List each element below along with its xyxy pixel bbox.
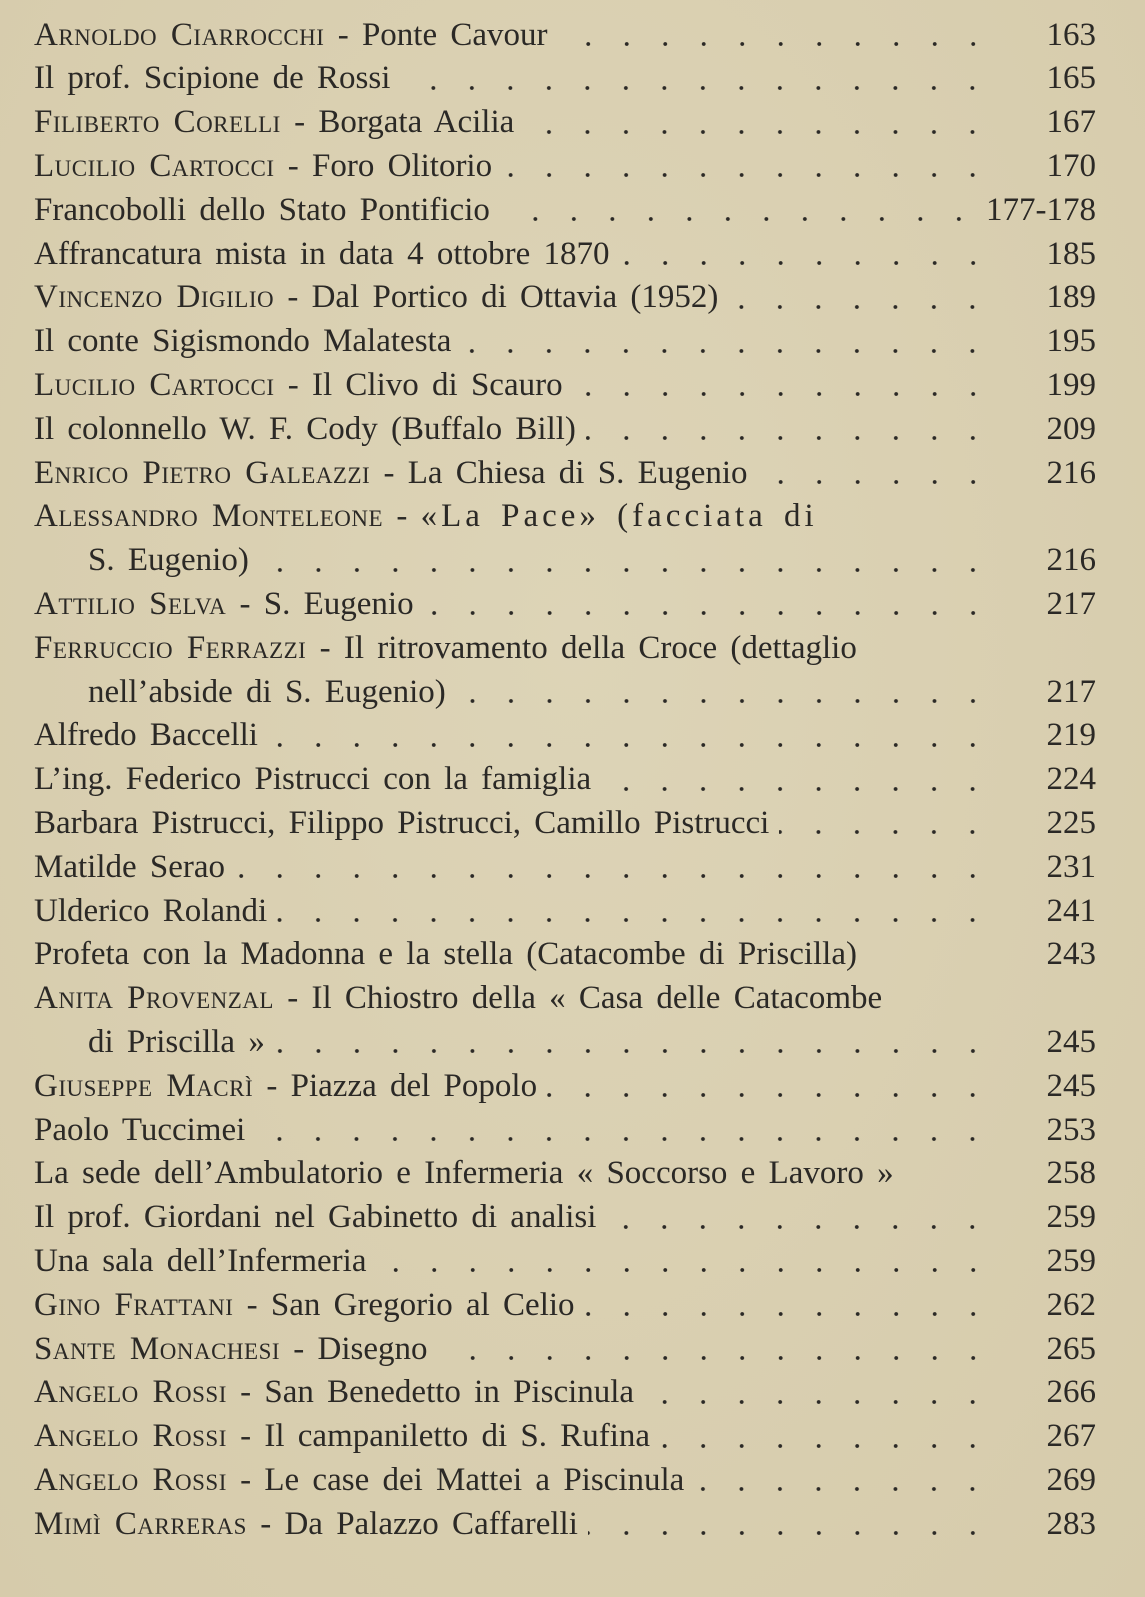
author-separator: - (280, 104, 319, 141)
dot-leader (461, 320, 992, 364)
author-separator: - (383, 498, 421, 535)
entry-text (34, 1155, 894, 1192)
entry-author: Alessandro Monteleone (34, 498, 384, 535)
index-entry (34, 1283, 1096, 1327)
dot-leader (235, 845, 992, 889)
entry-title-continuation: di Priscilla » (88, 1023, 265, 1060)
entry-author: Enrico Pietro Galeazzi (34, 454, 371, 491)
index-entry (34, 451, 1096, 495)
dot-leader (400, 57, 992, 101)
author-separator: - (226, 585, 264, 622)
page-number: 185 (1046, 235, 1096, 272)
page-number: 219 (1046, 717, 1096, 754)
dot-leader (660, 1415, 992, 1459)
entry-title: Il prof. Giordani nel Gabinetto di analisi (34, 1199, 597, 1236)
index-entry (34, 1152, 1096, 1196)
index-entry-continuation (34, 1020, 1096, 1064)
entry-text (34, 498, 818, 535)
entry-author: Vincenzo Digilio (34, 279, 275, 316)
index-entry (34, 495, 1096, 539)
entry-author: Filiberto Corelli (34, 104, 281, 141)
entry-text (34, 717, 258, 754)
index-entry (34, 1108, 1096, 1152)
entry-title: La sede dell’Ambulatorio e Infermeria « Soccorso e Lavoro » (34, 1155, 894, 1192)
entry-title: Paolo Tuccimei (34, 1111, 246, 1148)
entry-title: Le case dei Mattei a Piscinula (264, 1461, 685, 1498)
entry-title: Il prof. Scipione de Rossi (34, 60, 391, 97)
index-entry (34, 977, 1096, 1021)
index-entry-continuation (34, 670, 1096, 714)
page-number: 267 (1046, 1418, 1096, 1455)
entry-author: Lucilio Cartocci (34, 366, 275, 403)
page-number: 259 (1046, 1242, 1096, 1279)
index-entry (34, 232, 1096, 276)
index-entry (34, 714, 1096, 758)
page-number: 216 (1046, 542, 1096, 579)
entry-text (34, 455, 748, 492)
entry-title: Disegno (317, 1330, 428, 1367)
page-number: 189 (1046, 279, 1096, 316)
entry-text (34, 279, 718, 316)
entry-text (34, 586, 414, 623)
author-separator: - (273, 980, 312, 1017)
entry-title-continuation: S. Eugenio) (88, 542, 249, 579)
entry-title: Matilde Serao (34, 848, 226, 885)
dot-leader (502, 144, 992, 188)
entry-text (34, 630, 857, 667)
dot-leader (588, 1502, 992, 1546)
author-separator: - (324, 16, 362, 53)
entry-title: Affrancatura mista in data 4 ottobre 1870 (34, 235, 610, 272)
entry-title: Il campaniletto di S. Rufina (264, 1418, 651, 1455)
author-separator: - (274, 366, 313, 403)
page-number: 253 (1046, 1111, 1096, 1148)
dot-leader (601, 758, 992, 802)
entry-title: Foro Olitorio (312, 147, 493, 184)
entry-title: Piazza del Popolo (290, 1067, 538, 1104)
dot-leader (694, 1458, 992, 1502)
page-number: 283 (1046, 1505, 1096, 1542)
page-number: 241 (1046, 892, 1096, 929)
index-entry (34, 1239, 1096, 1283)
entry-title: Da Palazzo Caffarelli (284, 1505, 578, 1542)
entry-author: Sante Monachesi (34, 1330, 281, 1367)
dot-leader (438, 1327, 992, 1371)
entry-author: Angelo Rossi (34, 1374, 227, 1411)
index-entry-continuation (34, 539, 1096, 583)
entry-title: Dal Portico di Ottavia (1952) (311, 279, 719, 316)
dot-leader (268, 714, 992, 758)
entry-text (34, 367, 563, 404)
entry-title: Francobolli dello Stato Pontificio (34, 191, 490, 228)
entry-title-continuation: nell’abside di S. Eugenio) (88, 673, 446, 710)
page-number: 165 (1046, 60, 1096, 97)
author-separator: - (306, 629, 344, 666)
page-number: 199 (1046, 366, 1096, 403)
page-number: 177-178 (986, 191, 1096, 228)
page-number: 217 (1046, 585, 1096, 622)
dot-leader (259, 539, 992, 583)
dot-leader (255, 1108, 992, 1152)
page-number: 231 (1046, 848, 1096, 885)
index-entry (34, 889, 1096, 933)
entry-text (34, 1243, 367, 1280)
page-number: 245 (1046, 1023, 1096, 1060)
index-entry (34, 188, 1096, 232)
index-entry (34, 582, 1096, 626)
index-entry (34, 626, 1096, 670)
index-entry (34, 1064, 1096, 1108)
page-number: 224 (1046, 761, 1096, 798)
index-entry (34, 13, 1096, 57)
entry-author: Lucilio Cartocci (34, 147, 275, 184)
entry-text (34, 893, 267, 930)
entry-author: Anita Provenzal (34, 980, 274, 1017)
dot-leader (644, 1371, 992, 1415)
page-number: 245 (1046, 1067, 1096, 1104)
entry-title: Profeta con la Madonna e la stella (Catacombe di Priscilla) (34, 936, 857, 973)
page-number: 216 (1046, 454, 1096, 491)
entry-title: Borgata Acilia (318, 104, 515, 141)
entry-text (34, 1374, 634, 1411)
index-entry (34, 845, 1096, 889)
entry-text (34, 1462, 684, 1499)
entry-title: Il conte Sigismondo Malatesta (34, 323, 452, 360)
entry-title: Il Chiostro della « Casa delle Catacombe (311, 980, 883, 1017)
dot-leader (547, 1064, 992, 1108)
entry-author: Angelo Rossi (34, 1418, 227, 1455)
index-entry (34, 1502, 1096, 1546)
entry-text (34, 1287, 575, 1324)
index-entry (34, 1415, 1096, 1459)
entry-text (34, 805, 769, 842)
dot-leader (585, 1283, 992, 1327)
entry-title: S. Eugenio (263, 585, 414, 622)
page-number: 265 (1046, 1330, 1096, 1367)
dot-leader (586, 407, 992, 451)
author-separator: - (233, 1286, 271, 1323)
entry-author: Attilio Selva (34, 585, 227, 622)
entry-title: L’ing. Federico Pistrucci con la famiglia (34, 761, 592, 798)
entry-text (34, 148, 492, 185)
entry-title: San Gregorio al Celio (270, 1286, 575, 1323)
entry-title: «La Pace» (facciata di (420, 498, 818, 535)
page-number: 167 (1046, 104, 1096, 141)
entry-title: Alfredo Baccelli (34, 717, 258, 754)
index-entry (34, 363, 1096, 407)
author-separator: - (370, 454, 408, 491)
entry-text (34, 761, 591, 798)
entry-text (34, 1199, 596, 1236)
dot-leader (456, 670, 992, 714)
page-number: 269 (1046, 1461, 1096, 1498)
entry-title: Il Clivo di Scauro (312, 366, 563, 403)
dot-leader (377, 1239, 993, 1283)
entry-title: Ulderico Rolandi (34, 892, 268, 929)
entry-title: Ponte Cavour (361, 16, 548, 53)
index-entry (34, 758, 1096, 802)
page-number: 262 (1046, 1286, 1096, 1323)
dot-leader (606, 1196, 992, 1240)
dot-leader (573, 363, 992, 407)
author-separator: - (274, 279, 312, 316)
author-separator: - (226, 1418, 265, 1455)
author-separator: - (246, 1505, 285, 1542)
entry-author: Arnoldo Ciarrocchi (34, 16, 325, 53)
entry-text (34, 936, 857, 973)
author-separator: - (280, 1330, 318, 1367)
index-entry (34, 1458, 1096, 1502)
dot-leader (558, 13, 992, 57)
dot-leader (275, 1020, 992, 1064)
entry-text (34, 104, 514, 141)
author-separator: - (253, 1067, 291, 1104)
dot-leader (620, 232, 992, 276)
index-entry (34, 57, 1096, 101)
dot-leader (424, 582, 992, 626)
page-number: 258 (1046, 1155, 1096, 1192)
index-entry (34, 933, 1096, 977)
entry-text (34, 1112, 245, 1149)
index-entry (34, 801, 1096, 845)
entry-author: Ferruccio Ferrazzi (34, 629, 307, 666)
index-entry (34, 407, 1096, 451)
page-number: 163 (1046, 16, 1096, 53)
entry-title: Barbara Pistrucci, Filippo Pistrucci, Camillo Pistrucci (34, 804, 770, 841)
index-entry (34, 1371, 1096, 1415)
entry-title: La Chiesa di S. Eugenio (407, 454, 748, 491)
dot-leader (524, 101, 992, 145)
entry-text (34, 1331, 428, 1368)
dot-leader (779, 801, 992, 845)
page-number: 259 (1046, 1199, 1096, 1236)
dot-leader (277, 889, 992, 933)
entry-author: Giuseppe Macrì (34, 1067, 254, 1104)
entry-author: Angelo Rossi (34, 1461, 227, 1498)
page-number: 266 (1046, 1374, 1096, 1411)
index-entry (34, 101, 1096, 145)
entry-text (34, 192, 490, 229)
entry-title: Una sala dell’Infermeria (34, 1242, 367, 1279)
entry-text (34, 323, 451, 360)
entry-author: Gino Frattani (34, 1286, 234, 1323)
entry-text (34, 236, 610, 273)
page-number: 195 (1046, 323, 1096, 360)
author-separator: - (274, 147, 313, 184)
dot-leader (500, 188, 978, 232)
author-separator: - (226, 1374, 265, 1411)
entry-text (34, 60, 390, 97)
page-number: 209 (1046, 410, 1096, 447)
entry-text (34, 17, 548, 54)
entry-title: San Benedetto in Piscinula (264, 1374, 635, 1411)
dot-leader (758, 451, 992, 495)
index-entry (34, 276, 1096, 320)
index-entry (34, 1327, 1096, 1371)
dot-leader (728, 276, 992, 320)
index-entry (34, 320, 1096, 364)
page-number: 225 (1046, 804, 1096, 841)
entry-title: Il ritrovamento della Croce (dettaglio (343, 629, 857, 666)
entry-text (34, 1068, 537, 1105)
entry-author: Mimì Carreras (34, 1505, 247, 1542)
entry-text (34, 980, 882, 1017)
entry-text (34, 411, 576, 448)
page-number: 170 (1046, 147, 1096, 184)
index-entry (34, 1196, 1096, 1240)
page-number: 217 (1046, 673, 1096, 710)
entry-title: Il colonnello W. F. Cody (Buffalo Bill) (34, 410, 576, 447)
entry-text (34, 1506, 578, 1543)
author-separator: - (226, 1461, 265, 1498)
index-entry (34, 144, 1096, 188)
entry-text (34, 849, 225, 886)
page-number: 243 (1046, 936, 1096, 973)
entry-text (34, 1418, 650, 1455)
